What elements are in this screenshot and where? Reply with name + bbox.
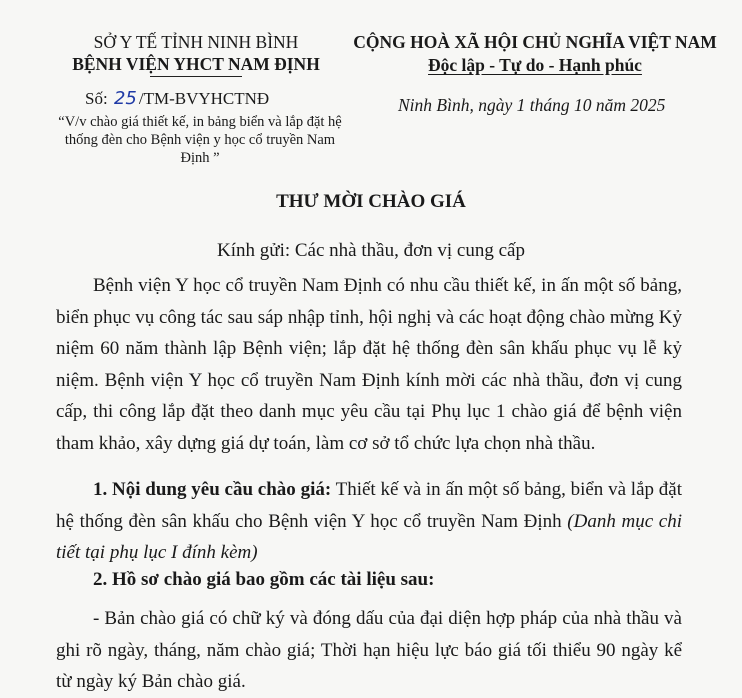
section-1-paragraph <box>56 474 682 569</box>
hospital-underline <box>150 76 242 77</box>
intro-text: Bệnh viện Y học cổ truyền Nam Định có nhu cầu thiết kế, in ấn một số bảng, biển phục vụ công tác sau sáp nhập tỉnh, hội nghị và các hoạt động chào mừng Kỷ niệm 60 năm thành lập Bệnh viện; lắp đặt hệ thống đèn sân khấu phục vụ lễ kỷ niệm. Bệnh viện Y học cổ truyền Nam Định kính mời các nhà thầu, đơn vị cung cấp, thi công lắp đặt theo danh mục yêu cầu tại Phụ lục 1 chào giá để bệnh viện tham khảo, xây dựng giá dự toán, làm cơ sở tổ chức lựa chọn nhà thầu. <box>56 275 682 454</box>
national-header <box>350 31 720 77</box>
section-1-heading: 1. Nội dung yêu cầu chào giá: <box>93 479 332 500</box>
issuer-header <box>46 31 346 77</box>
department-name: SỞ Y TẾ TỈNH NINH BÌNH <box>93 32 299 52</box>
section-1-note: (Danh mục chi tiết tại phụ lục I đính kèm) <box>56 510 682 563</box>
section-2-heading: 2. Hồ sơ chào giá bao gồm các tài liệu sau: <box>93 569 435 590</box>
hospital-name: BỆNH VIỆN YHCT NAM ĐỊNH <box>72 54 320 74</box>
doc-number-suffix: /TM-BVYHCTNĐ <box>138 89 270 108</box>
section-2-item-1 <box>56 603 682 698</box>
doc-number-handwritten: 25 <box>113 88 137 109</box>
section-1-text: Thiết kế và in ấn một số bảng, biển và lắp đặt hệ thống đèn sân khấu cho Bệnh viện Y học cổ truyền Nam Định <box>56 479 682 532</box>
nation-name: CỘNG HOÀ XÃ HỘI CHỦ NGHĨA VIỆT NAM <box>353 32 717 52</box>
doc-number-prefix: Số: <box>85 89 108 108</box>
salutation: Kính gửi: Các nhà thầu, đơn vị cung cấp <box>217 240 525 261</box>
intro-paragraph <box>56 270 682 459</box>
national-motto: Độc lập - Tự do - Hạnh phúc <box>428 55 642 75</box>
document-subject: “V/v chào giá thiết kế, in bảng biển và lắp đặt hệ thống đèn cho Bệnh viện y học cổ truyền Nam Định ” <box>58 114 342 166</box>
document-number <box>85 88 269 109</box>
document-title: THƯ MỜI CHÀO GIÁ <box>276 191 466 212</box>
dateline: Ninh Bình, ngày 1 tháng 10 năm 2025 <box>398 95 666 115</box>
section-2-item-1-text: - Bản chào giá có chữ ký và đóng dấu của đại diện hợp pháp của nhà thầu và ghi rõ ngày, tháng, năm chào giá; Thời hạn hiệu lực báo giá tối thiểu 90 ngày kể từ ngày ký Bản chào giá. <box>56 608 682 692</box>
